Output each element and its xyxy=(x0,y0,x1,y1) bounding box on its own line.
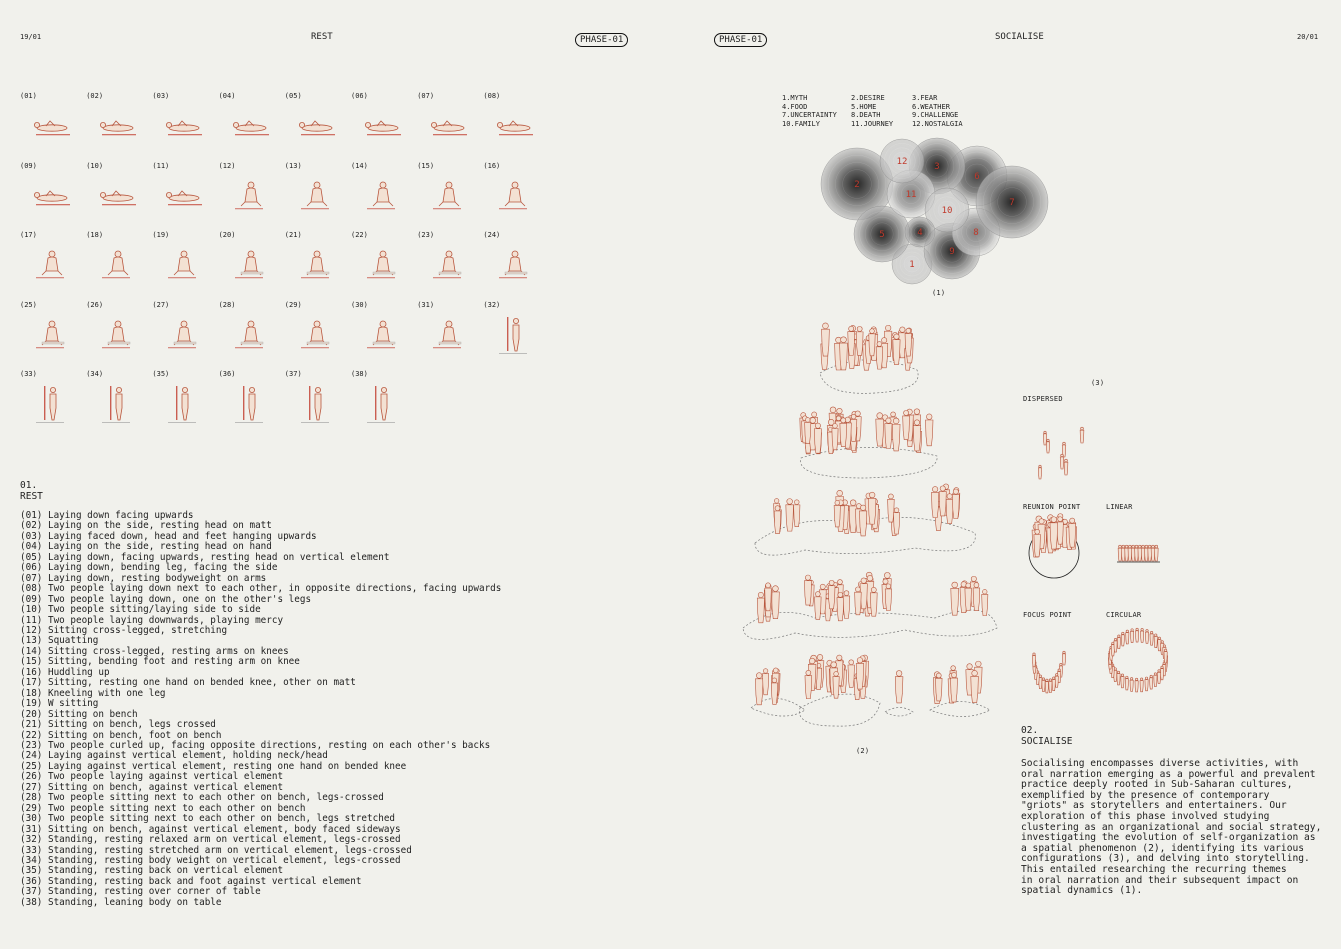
config-label-circular: CIRCULAR xyxy=(1106,611,1142,619)
posture-figure xyxy=(227,245,277,285)
posture-cell xyxy=(152,231,218,301)
right-phase-badge: PHASE-01 xyxy=(714,33,767,47)
rest-legend-item: (32) Standing, resting relaxed arm on vertical element, legs-crossed xyxy=(20,834,401,846)
theme-bubble-label: 10 xyxy=(941,206,953,216)
reunion-point-config xyxy=(1029,514,1079,578)
posture-number: (17) xyxy=(20,231,37,239)
rest-legend-item: (13) Squatting xyxy=(20,635,99,647)
posture-figure xyxy=(160,106,210,146)
rest-legend-item: (16) Huddling up xyxy=(20,666,110,678)
rest-legend-item: (31) Sitting on bench, against vertical element, body faced sideways xyxy=(20,823,401,835)
theme-bubble xyxy=(976,166,1048,238)
person-figure xyxy=(1052,677,1055,691)
posture-number: (12) xyxy=(218,161,236,170)
posture-cell xyxy=(417,92,483,162)
socialise-paragraph-line: exemplified by the presence of contemporary xyxy=(1021,789,1270,801)
person-figure xyxy=(1032,653,1035,667)
posture-figure xyxy=(28,384,78,424)
posture-number: (15) xyxy=(417,161,435,170)
rest-legend-item: (09) Two people laying down, one on the other's legs xyxy=(20,593,312,605)
posture-number: (19) xyxy=(152,231,170,239)
posture-cell xyxy=(483,301,549,371)
posture-number: (01) xyxy=(20,92,37,100)
left-page-title: REST xyxy=(311,32,333,42)
posture-number: (06) xyxy=(351,92,368,100)
person-figure xyxy=(763,669,769,695)
person-figure xyxy=(1121,632,1124,646)
rest-section-title: REST xyxy=(20,491,43,502)
posture-figure xyxy=(94,106,144,146)
theme-bubble-label: 12 xyxy=(896,157,908,167)
person-figure xyxy=(822,323,830,356)
posture-cell xyxy=(219,162,285,232)
focus-point-config xyxy=(1032,651,1065,693)
posture-number: (04) xyxy=(218,92,236,100)
rest-legend-item: (34) Standing, resting body weight on vertical element, legs-crossed xyxy=(20,854,401,866)
posture-figure xyxy=(491,106,541,146)
person-figure xyxy=(1049,679,1052,693)
person-figure xyxy=(755,673,763,705)
posture-figure xyxy=(425,315,475,355)
socialise-paragraph-line: "griots" as storytellers and entertainers. Our xyxy=(1021,800,1287,812)
posture-figure xyxy=(94,176,144,216)
theme-item: 4.FOOD xyxy=(782,102,808,111)
left-phase-badge: PHASE-01 xyxy=(575,33,628,47)
theme-item: 5.HOME xyxy=(851,102,877,111)
posture-figure xyxy=(359,315,409,355)
person-figure xyxy=(848,660,855,687)
rest-section-heading xyxy=(20,480,43,502)
rest-legend-item: (24) Laying against vertical element, holding neck/head xyxy=(20,750,328,762)
posture-number: (02) xyxy=(86,92,104,100)
posture-cell xyxy=(152,162,218,232)
socialise-section-number: 02. xyxy=(1021,725,1039,736)
posture-figure xyxy=(359,245,409,285)
posture-figure xyxy=(425,245,475,285)
posture-number: (27) xyxy=(152,300,170,309)
posture-number: (25) xyxy=(20,300,37,309)
person-figure xyxy=(1062,651,1065,665)
posture-figure xyxy=(94,245,144,285)
person-figure xyxy=(1140,678,1143,692)
rest-legend-item: (06) Laying down, bending leg, facing the side xyxy=(20,562,278,574)
posture-cell xyxy=(86,162,152,232)
person-figure xyxy=(1060,454,1064,469)
rest-legend-item: (38) Standing, leaning body on table xyxy=(20,896,222,908)
rest-legend-item: (25) Laying against vertical element, resting one hand on bended knee xyxy=(20,760,407,772)
posture-cell xyxy=(351,301,417,371)
person-figure xyxy=(1046,439,1049,453)
posture-figure xyxy=(491,315,541,355)
theme-item: 8.DEATH xyxy=(851,111,881,120)
rest-legend-item: (30) Two people sitting next to each other on bench, legs stretched xyxy=(20,813,396,825)
posture-figure xyxy=(293,176,343,216)
socialise-paragraph-line: practice deeply rooted in Sub-Saharan cultures, xyxy=(1021,779,1293,791)
theme-bubble-label: 8 xyxy=(973,228,979,238)
person-figure xyxy=(1150,675,1153,689)
posture-number: (21) xyxy=(284,231,302,239)
posture-figure xyxy=(28,176,78,216)
posture-figure xyxy=(227,106,277,146)
posture-number: (30) xyxy=(351,300,368,309)
themes-bubble-diagram xyxy=(815,135,1055,290)
posture-cell xyxy=(86,231,152,301)
posture-cell xyxy=(483,162,549,232)
rest-legend-item: (01) Laying down facing upwards xyxy=(20,510,194,521)
rest-section-number: 01. xyxy=(20,480,38,491)
rest-legend-item: (18) Kneeling with one leg xyxy=(20,687,166,699)
left-page-number: 19/01 xyxy=(20,33,42,41)
theme-item: 12.NOSTALGIA xyxy=(912,119,963,128)
posture-cell xyxy=(417,301,483,371)
rest-legend-item: (28) Two people sitting next to each other on bench, legs-crossed xyxy=(20,792,384,804)
posture-figure xyxy=(94,315,144,355)
posture-cell xyxy=(285,162,351,232)
socialise-section-heading xyxy=(1021,725,1072,747)
posture-cell xyxy=(86,92,152,162)
posture-number: (14) xyxy=(351,161,368,170)
rest-legend-item: (27) Sitting on bench, against vertical element xyxy=(20,781,284,793)
posture-cell xyxy=(219,370,285,440)
person-figure xyxy=(1045,679,1048,693)
posture-cell xyxy=(86,301,152,371)
socialise-paragraph-line: Socialising encompasses diverse activities, with xyxy=(1021,758,1299,769)
socialise-paragraph-line: in oral narration and their subsequent impact on xyxy=(1021,874,1299,886)
person-figure xyxy=(1064,459,1068,475)
theme-bubble-label: 1 xyxy=(909,260,915,270)
cluster-boundary xyxy=(743,610,997,639)
posture-number: (26) xyxy=(86,300,104,309)
posture-figure xyxy=(227,315,277,355)
person-figure xyxy=(1114,638,1117,652)
posture-cell xyxy=(219,301,285,371)
posture-cell xyxy=(351,370,417,440)
posture-cell xyxy=(20,231,86,301)
socialise-paragraph-line: investigating the evolution of self-organization as xyxy=(1021,832,1316,844)
posture-number: (03) xyxy=(152,92,170,100)
right-page-number: 20/01 xyxy=(1297,33,1319,41)
rest-legend-item: (37) Standing, resting over corner of table xyxy=(20,886,261,898)
themes-legend xyxy=(782,94,982,128)
right-page-title: SOCIALISE xyxy=(995,32,1044,42)
person-figure xyxy=(951,582,959,615)
posture-figure xyxy=(425,106,475,146)
rest-legend-item: (19) W sitting xyxy=(20,698,99,710)
person-figure xyxy=(804,575,811,605)
posture-cell xyxy=(20,301,86,371)
rest-legend-item: (36) Standing, resting back and foot against vertical element xyxy=(20,875,362,887)
posture-number: (09) xyxy=(20,161,37,170)
posture-number: (10) xyxy=(86,161,104,170)
posture-figure xyxy=(359,384,409,424)
bubble-diagram-caption: (1) xyxy=(932,289,946,297)
theme-bubble-label: 5 xyxy=(879,230,885,240)
socialise-paragraph-line: a spatial phenomenon (2), identifying its various xyxy=(1021,842,1305,854)
posture-number: (28) xyxy=(218,300,236,309)
posture-figure xyxy=(160,384,210,424)
theme-item: 3.FEAR xyxy=(912,94,938,102)
posture-number: (08) xyxy=(483,92,501,100)
posture-number: (36) xyxy=(218,370,236,378)
rest-legend-item: (02) Laying on the side, resting head on matt xyxy=(20,520,272,532)
rest-legend-item: (35) Standing, resting back on vertical element xyxy=(20,865,284,877)
posture-figure xyxy=(227,384,277,424)
posture-cell xyxy=(20,92,86,162)
theme-bubble-label: 9 xyxy=(949,247,955,257)
posture-number: (16) xyxy=(483,161,501,170)
posture-figure xyxy=(293,245,343,285)
person-figure xyxy=(1126,630,1129,644)
theme-bubble-label: 11 xyxy=(905,190,917,200)
theme-bubble-label: 3 xyxy=(934,162,940,172)
posture-figure xyxy=(425,176,475,216)
person-figure xyxy=(1145,677,1148,691)
person-figure xyxy=(1154,545,1158,561)
posture-number: (32) xyxy=(483,300,501,309)
posture-figure xyxy=(160,315,210,355)
person-figure xyxy=(1164,649,1167,663)
posture-number: (23) xyxy=(417,231,435,239)
circular-config xyxy=(1108,628,1167,692)
posture-cell xyxy=(219,231,285,301)
person-figure xyxy=(931,487,938,518)
rest-legend-item: (12) Sitting cross-legged, stretching xyxy=(20,624,228,636)
theme-bubble xyxy=(880,139,924,183)
person-figure xyxy=(1117,635,1120,649)
posture-cell xyxy=(20,162,86,232)
person-figure xyxy=(1135,678,1138,692)
posture-cell xyxy=(285,370,351,440)
posture-figure xyxy=(227,176,277,216)
posture-cell xyxy=(152,301,218,371)
theme-item: 10.FAMILY xyxy=(782,119,820,128)
posture-cell xyxy=(86,370,152,440)
socialise-paragraph-line: This entailed researching the recurring themes xyxy=(1021,863,1287,875)
socialise-paragraph-line: exploration of this phase involved studying xyxy=(1021,810,1270,822)
configurations-diagram xyxy=(1020,405,1180,705)
posture-number: (31) xyxy=(417,300,435,309)
person-figure xyxy=(888,494,895,522)
person-figure xyxy=(794,500,800,527)
posture-figure xyxy=(28,245,78,285)
posture-number: (38) xyxy=(351,370,368,378)
rest-legend-item: (14) Sitting cross-legged, resting arms on knees xyxy=(20,645,289,657)
theme-item: 1.MYTH xyxy=(782,94,808,102)
rest-legend-item: (22) Sitting on bench, foot on bench xyxy=(20,729,222,741)
person-figure xyxy=(1080,427,1084,443)
posture-figure xyxy=(160,245,210,285)
posture-cell xyxy=(417,162,483,232)
socialise-paragraph-line: configurations (3), and delving into storytelling. xyxy=(1021,853,1310,865)
posture-cell xyxy=(351,231,417,301)
rest-legend-list xyxy=(20,511,501,908)
person-figure xyxy=(1125,676,1128,690)
rest-legend-item: (07) Laying down, resting bodyweight on arms xyxy=(20,572,267,584)
posture-number: (07) xyxy=(417,92,435,100)
posture-cell xyxy=(351,162,417,232)
cluster-evolution-diagram xyxy=(735,318,1005,738)
person-figure xyxy=(1117,671,1120,685)
posture-figure xyxy=(28,315,78,355)
rest-posture-grid xyxy=(20,92,550,442)
rest-legend-item: (33) Standing, resting stretched arm on vertical element, legs-crossed xyxy=(20,844,412,856)
posture-cell xyxy=(152,92,218,162)
theme-item: 7.UNCERTAINTY xyxy=(782,111,837,120)
posture-number: (37) xyxy=(284,370,302,378)
posture-figure xyxy=(293,106,343,146)
config-label-dispersed: DISPERSED xyxy=(1023,395,1063,403)
posture-figure xyxy=(293,315,343,355)
config-label-focus-point: FOCUS POINT xyxy=(1023,611,1072,619)
posture-number: (33) xyxy=(20,370,37,378)
rest-legend-item: (04) Laying on the side, resting head on hand xyxy=(20,541,272,553)
cluster-diagram-caption: (2) xyxy=(856,747,870,755)
person-figure xyxy=(982,589,988,615)
posture-cell xyxy=(483,92,549,162)
theme-bubble-label: 2 xyxy=(854,180,860,190)
theme-bubble-label: 6 xyxy=(974,172,980,182)
linear-config xyxy=(1117,545,1160,562)
rest-legend-item: (29) Two people sitting next to each other on bench xyxy=(20,802,306,814)
posture-cell xyxy=(483,231,549,301)
socialise-paragraph-line: spatial dynamics (1). xyxy=(1021,885,1143,897)
person-figure xyxy=(1130,678,1133,692)
posture-number: (35) xyxy=(152,370,170,378)
socialise-section-title: SOCIALISE xyxy=(1021,736,1073,747)
person-figure xyxy=(843,591,850,619)
posture-number: (18) xyxy=(86,231,104,239)
posture-number: (11) xyxy=(152,161,170,170)
theme-item: 6.WEATHER xyxy=(912,102,950,111)
person-figure xyxy=(895,671,903,703)
posture-number: (05) xyxy=(284,92,302,100)
person-figure xyxy=(757,592,764,623)
theme-item: 9.CHALLENGE xyxy=(912,111,959,120)
posture-cell xyxy=(351,92,417,162)
configurations-caption: (3) xyxy=(1091,379,1105,387)
posture-cell xyxy=(219,92,285,162)
theme-item: 11.JOURNEY xyxy=(851,119,894,128)
cluster-boundary xyxy=(799,694,880,726)
person-figure xyxy=(1038,465,1041,479)
rest-legend-item: (03) Laying faced down, head and feet hanging upwards xyxy=(20,530,317,542)
theme-bubble-label: 4 xyxy=(917,228,923,238)
person-figure xyxy=(1154,634,1157,648)
socialise-paragraph-line: oral narration emerging as a powerful and prevalent xyxy=(1021,768,1316,780)
posture-cell xyxy=(152,370,218,440)
person-figure xyxy=(1157,670,1160,684)
person-figure xyxy=(925,414,933,446)
theme-item: 2.DESIRE xyxy=(851,94,885,102)
posture-cell xyxy=(285,231,351,301)
person-figure xyxy=(1150,631,1153,645)
person-figure xyxy=(1140,628,1143,642)
posture-figure xyxy=(293,384,343,424)
cluster-boundary xyxy=(885,708,913,717)
theme-bubble-label: 7 xyxy=(1009,198,1015,208)
socialise-paragraph xyxy=(1021,759,1321,897)
rest-legend-item: (10) Two people sitting/laying side to side xyxy=(20,604,261,616)
posture-cell xyxy=(20,370,86,440)
person-figure xyxy=(856,326,863,355)
posture-number: (24) xyxy=(483,231,501,239)
posture-figure xyxy=(160,176,210,216)
posture-figure xyxy=(359,176,409,216)
posture-cell xyxy=(417,231,483,301)
posture-figure xyxy=(491,176,541,216)
person-figure xyxy=(1042,678,1045,692)
posture-cell xyxy=(285,301,351,371)
posture-number: (22) xyxy=(351,231,368,239)
rest-legend-item: (20) Sitting on bench xyxy=(20,708,138,720)
posture-figure xyxy=(491,245,541,285)
person-figure xyxy=(1145,630,1148,644)
person-figure xyxy=(1121,674,1124,688)
person-figure xyxy=(1135,628,1138,642)
rest-legend-item: (17) Sitting, resting one hand on bended knee, other on matt xyxy=(20,677,356,689)
rest-legend-item: (21) Sitting on bench, legs crossed xyxy=(20,719,216,731)
posture-figure xyxy=(94,384,144,424)
rest-legend-item: (23) Two people curled up, facing opposite directions, resting on each other's backs xyxy=(20,739,491,751)
person-figure xyxy=(786,499,794,531)
person-figure xyxy=(1130,629,1133,643)
rest-legend-item: (11) Two people laying downwards, playing mercy xyxy=(20,614,284,626)
posture-number: (29) xyxy=(284,300,302,309)
posture-number: (20) xyxy=(218,231,236,239)
config-label-linear: LINEAR xyxy=(1106,503,1133,511)
posture-number: (34) xyxy=(86,370,104,378)
posture-figure xyxy=(28,106,78,146)
posture-cell xyxy=(285,92,351,162)
person-figure xyxy=(772,586,780,619)
rest-legend-item: (05) Laying down, facing upwards, resting head on vertical element xyxy=(20,551,390,563)
posture-figure xyxy=(359,106,409,146)
socialise-paragraph-line: clustering as an organizational and social strategy, xyxy=(1021,821,1322,833)
rest-legend-item: (15) Sitting, bending foot and resting arm on knee xyxy=(20,656,300,668)
rest-legend-item: (26) Two people laying against vertical element xyxy=(20,771,284,783)
theme-bubble xyxy=(905,217,935,247)
rest-legend-item: (08) Two people laying down next to each other, in opposite directions, facing upwards xyxy=(20,583,502,595)
posture-number: (13) xyxy=(284,161,302,170)
person-figure xyxy=(1154,673,1157,687)
config-label-reunion-point: REUNION POINT xyxy=(1023,503,1081,511)
